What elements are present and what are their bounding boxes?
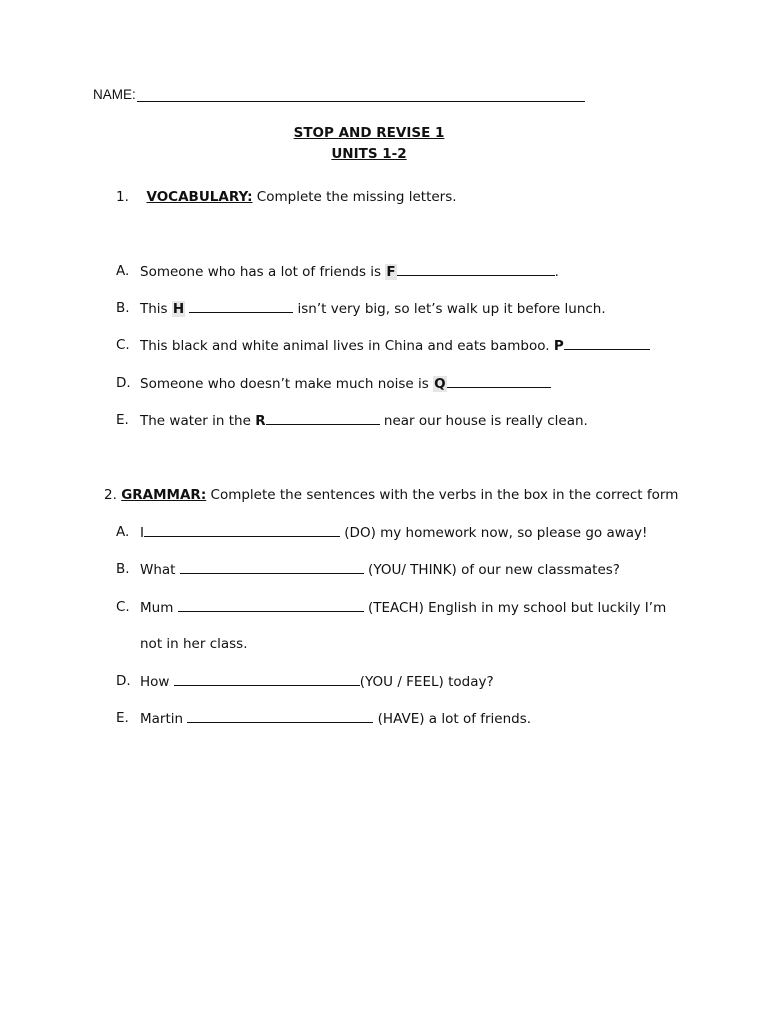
item-prompt: The water in the [140, 413, 256, 429]
item-prompt: Someone who doesn’t make much noise is [140, 376, 434, 392]
answer-blank [189, 300, 293, 313]
item-label: D. [116, 375, 131, 391]
answer-blank [564, 337, 650, 350]
item-prompt: This [140, 301, 172, 317]
item-label: A. [116, 524, 130, 540]
item-prompt: How [140, 674, 174, 690]
item-text [140, 412, 588, 429]
answer-blank [144, 524, 340, 537]
item-text [140, 300, 606, 317]
first-letter: R [255, 413, 266, 429]
item-prompt: I [140, 525, 144, 541]
item-suffix: isn’t very big, so let’s walk up it before lunch. [293, 301, 606, 317]
section2-heading-row [104, 487, 678, 503]
item-prompt: Someone who has a lot of friends is [140, 264, 386, 280]
item-suffix: (DO) my homework now, so please go away! [339, 525, 648, 541]
first-letter: F [386, 264, 396, 280]
item-text [140, 673, 494, 690]
name-field-row [93, 87, 585, 102]
item-text [140, 524, 647, 541]
answer-blank [187, 710, 373, 723]
item-prompt: What [140, 562, 180, 578]
item-text [140, 263, 559, 280]
item-prompt: Martin [140, 711, 188, 727]
item-label: B. [116, 300, 130, 316]
answer-blank [174, 673, 360, 686]
name-blank-line [137, 87, 585, 102]
item-text [140, 561, 620, 578]
item-suffix: (TEACH) English in my school but luckily I’m [363, 600, 667, 616]
item-text [140, 337, 650, 354]
section1-heading-row [116, 189, 457, 205]
item-label: B. [116, 561, 130, 577]
item-label: E. [116, 412, 129, 428]
section2-instruction: Complete the sentences with the verbs in the box in the correct form [206, 487, 679, 503]
item-suffix: (YOU / FEEL) today? [359, 674, 494, 690]
worksheet-title: STOP AND REVISE 1 [293, 125, 445, 141]
item-suffix: (HAVE) a lot of friends. [373, 711, 532, 727]
answer-blank [266, 412, 380, 425]
section1-number: 1. [116, 189, 129, 205]
section1-instruction: Complete the missing letters. [252, 189, 457, 205]
section1-heading: VOCABULARY: [146, 189, 253, 205]
worksheet-subtitle: UNITS 1-2 [331, 146, 407, 162]
item-suffix: . [554, 264, 559, 280]
section2-heading: GRAMMAR: [121, 487, 207, 503]
item-continuation: not in her class. [140, 636, 248, 652]
name-label: NAME: [93, 87, 136, 102]
answer-blank [397, 263, 555, 276]
item-label: A. [116, 263, 130, 279]
item-text [140, 599, 666, 616]
first-letter: P [553, 338, 564, 354]
item-text [140, 375, 551, 392]
item-label: C. [116, 337, 130, 353]
item-prompt: This black and white animal lives in China and eats bamboo. [140, 338, 554, 354]
item-label: D. [116, 673, 131, 689]
item-suffix: near our house is really clean. [379, 413, 588, 429]
item-suffix: (YOU/ THINK) of our new classmates? [363, 562, 620, 578]
first-letter: H [172, 301, 185, 317]
answer-blank [180, 561, 364, 574]
section2-number: 2. [104, 487, 117, 503]
item-label: E. [116, 710, 129, 726]
answer-blank [447, 375, 551, 388]
item-prompt: Mum [140, 600, 178, 616]
item-text [140, 710, 531, 727]
answer-blank [178, 599, 364, 612]
item-label: C. [116, 599, 130, 615]
first-letter: Q [434, 376, 446, 392]
